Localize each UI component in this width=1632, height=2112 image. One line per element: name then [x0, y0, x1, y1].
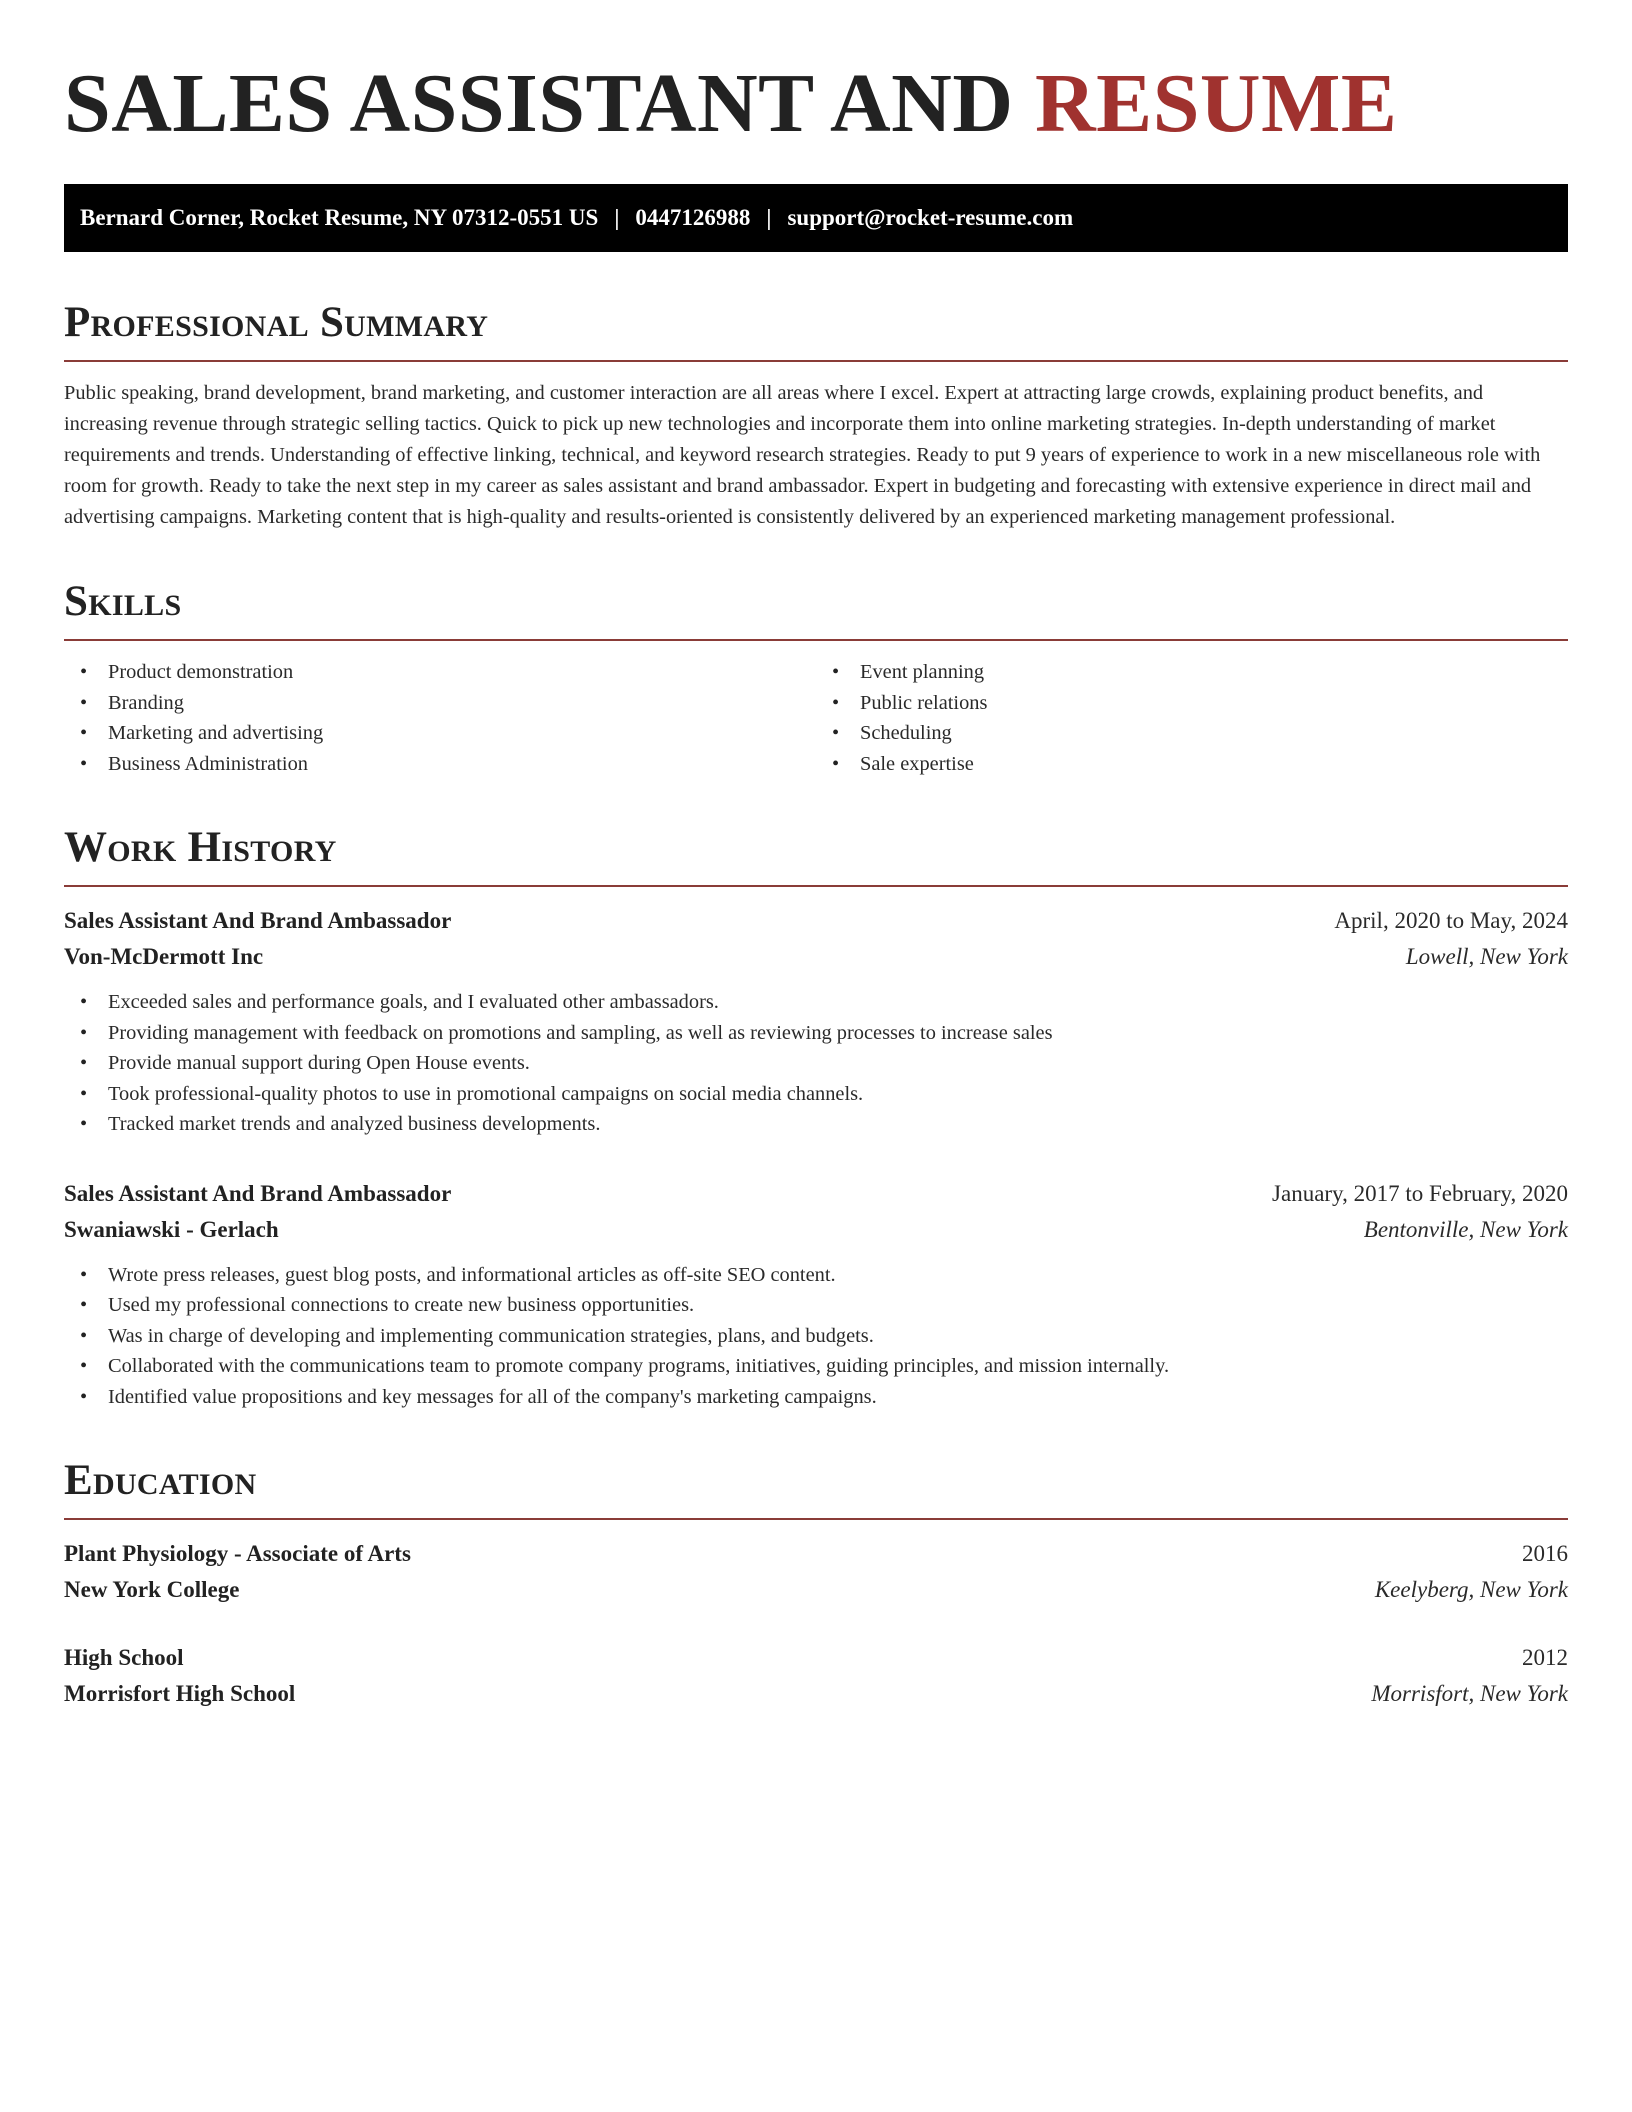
contact-bar: [64, 184, 1568, 252]
skill-item: • Branding: [64, 688, 816, 719]
section-divider: [64, 1518, 1568, 1520]
skill-item: • Sale expertise: [816, 749, 1568, 780]
skills-column-right: [816, 657, 1568, 779]
education-entry: [64, 1536, 1568, 1608]
job-header-row: [64, 903, 1568, 939]
contact-phone: 0447126988: [635, 205, 751, 230]
section-divider: [64, 885, 1568, 887]
work-history-section: [64, 823, 1568, 1412]
job-duty-item: • Collaborated with the communications team to promote company programs, initiatives, guiding principles, and mission internally.: [64, 1351, 1568, 1382]
job-duty-item: • Was in charge of developing and implementing communication strategies, plans, and budgets.: [64, 1321, 1568, 1352]
skill-item: • Marketing and advertising: [64, 718, 816, 749]
education-entry: [64, 1640, 1568, 1712]
skill-item: • Public relations: [816, 688, 1568, 719]
job-duty-item: • Providing management with feedback on promotions and sampling, as well as reviewing processes to increase sales: [64, 1018, 1568, 1049]
job-title: Sales Assistant And Brand Ambassador: [64, 1180, 452, 1206]
job-duties: [64, 1260, 1568, 1413]
section-divider: [64, 360, 1568, 362]
skills-list: [64, 657, 1568, 779]
job-duty-item: • Tracked market trends and analyzed business developments.: [64, 1109, 1568, 1140]
education-header-row: [64, 1536, 1568, 1572]
education-school: Morrisfort High School: [64, 1681, 296, 1706]
skills-section: [64, 577, 1568, 779]
job-duty-item: • Exceeded sales and performance goals, and I evaluated other ambassadors.: [64, 987, 1568, 1018]
job-entry: [64, 903, 1568, 1140]
education-year: 2016: [1522, 1541, 1568, 1566]
contact-address: Bernard Corner, Rocket Resume, NY 07312-0551 US: [80, 205, 599, 230]
summary-text: Public speaking, brand development, brand marketing, and customer interaction are all areas where I excel. Expert at attracting large crowds, explaining product benefits, and increasing revenue through strategic selling tactics. Quick to pick up new technologies and incorporate them into online marketing strategies. In-depth understanding of market requirements and trends. Understanding of effective linking, technical, and keyword research strategies. Ready to put 9 years of experience to work in a new miscellaneous role with room for growth. Ready to take the next step in my career as sales assistant and brand ambassador. Expert in budgeting and forecasting with extensive experience in direct mail and advertising campaigns. Marketing content that is high-quality and results-oriented is consistently delivered by an experienced marketing management professional.: [64, 382, 1541, 528]
job-company-row: [64, 1212, 1568, 1248]
title-main: SALES ASSISTANT AND: [64, 57, 1014, 150]
skill-item: • Business Administration: [64, 749, 816, 780]
education-school-row: [64, 1676, 1568, 1712]
section-divider: [64, 639, 1568, 641]
job-location: Lowell, New York: [1405, 944, 1568, 969]
job-dates: January, 2017 to February, 2020: [1272, 1180, 1568, 1206]
job-header-row: [64, 1176, 1568, 1212]
resume-title: [64, 56, 1568, 152]
contact-separator: |: [614, 205, 620, 230]
job-duties: [64, 987, 1568, 1140]
education-degree: High School: [64, 1645, 184, 1670]
job-company: Von-McDermott Inc: [64, 944, 264, 969]
summary-section: [64, 298, 1568, 533]
job-duty-item: • Identified value propositions and key messages for all of the company's marketing campaigns.: [64, 1382, 1568, 1413]
contact-separator: |: [766, 205, 772, 230]
job-company-row: [64, 939, 1568, 975]
skills-column-left: [64, 657, 816, 779]
job-duty-item: • Wrote press releases, guest blog posts, and informational articles as off-site SEO content.: [64, 1260, 1568, 1291]
education-header-row: [64, 1640, 1568, 1676]
education-section: [64, 1456, 1568, 1712]
education-school: New York College: [64, 1577, 240, 1602]
section-heading: Work History: [64, 824, 337, 871]
education-school-row: [64, 1572, 1568, 1608]
education-degree: Plant Physiology - Associate of Arts: [64, 1541, 411, 1566]
job-duty-item: • Used my professional connections to create new business opportunities.: [64, 1290, 1568, 1321]
education-location: Keelyberg, New York: [1374, 1577, 1568, 1602]
job-duty-item: • Provide manual support during Open House events.: [64, 1048, 1568, 1079]
skill-item: • Scheduling: [816, 718, 1568, 749]
job-title: Sales Assistant And Brand Ambassador: [64, 908, 452, 933]
job-entry: [64, 1176, 1568, 1413]
job-dates: April, 2020 to May, 2024: [1334, 908, 1568, 933]
job-duty-item: • Took professional-quality photos to use in promotional campaigns on social media channels.: [64, 1079, 1568, 1110]
skill-item: • Product demonstration: [64, 657, 816, 688]
education-year: 2012: [1522, 1645, 1568, 1670]
contact-email: support@rocket-resume.com: [787, 205, 1074, 230]
education-location: Morrisfort, New York: [1371, 1681, 1568, 1706]
section-heading: Professional Summary: [64, 299, 489, 346]
skill-item: • Event planning: [816, 657, 1568, 688]
job-company: Swaniawski - Gerlach: [64, 1216, 279, 1242]
section-heading: Skills: [64, 578, 182, 625]
job-location: Bentonville, New York: [1363, 1216, 1568, 1242]
section-heading: Education: [64, 1457, 257, 1504]
title-accent: RESUME: [1035, 57, 1398, 150]
